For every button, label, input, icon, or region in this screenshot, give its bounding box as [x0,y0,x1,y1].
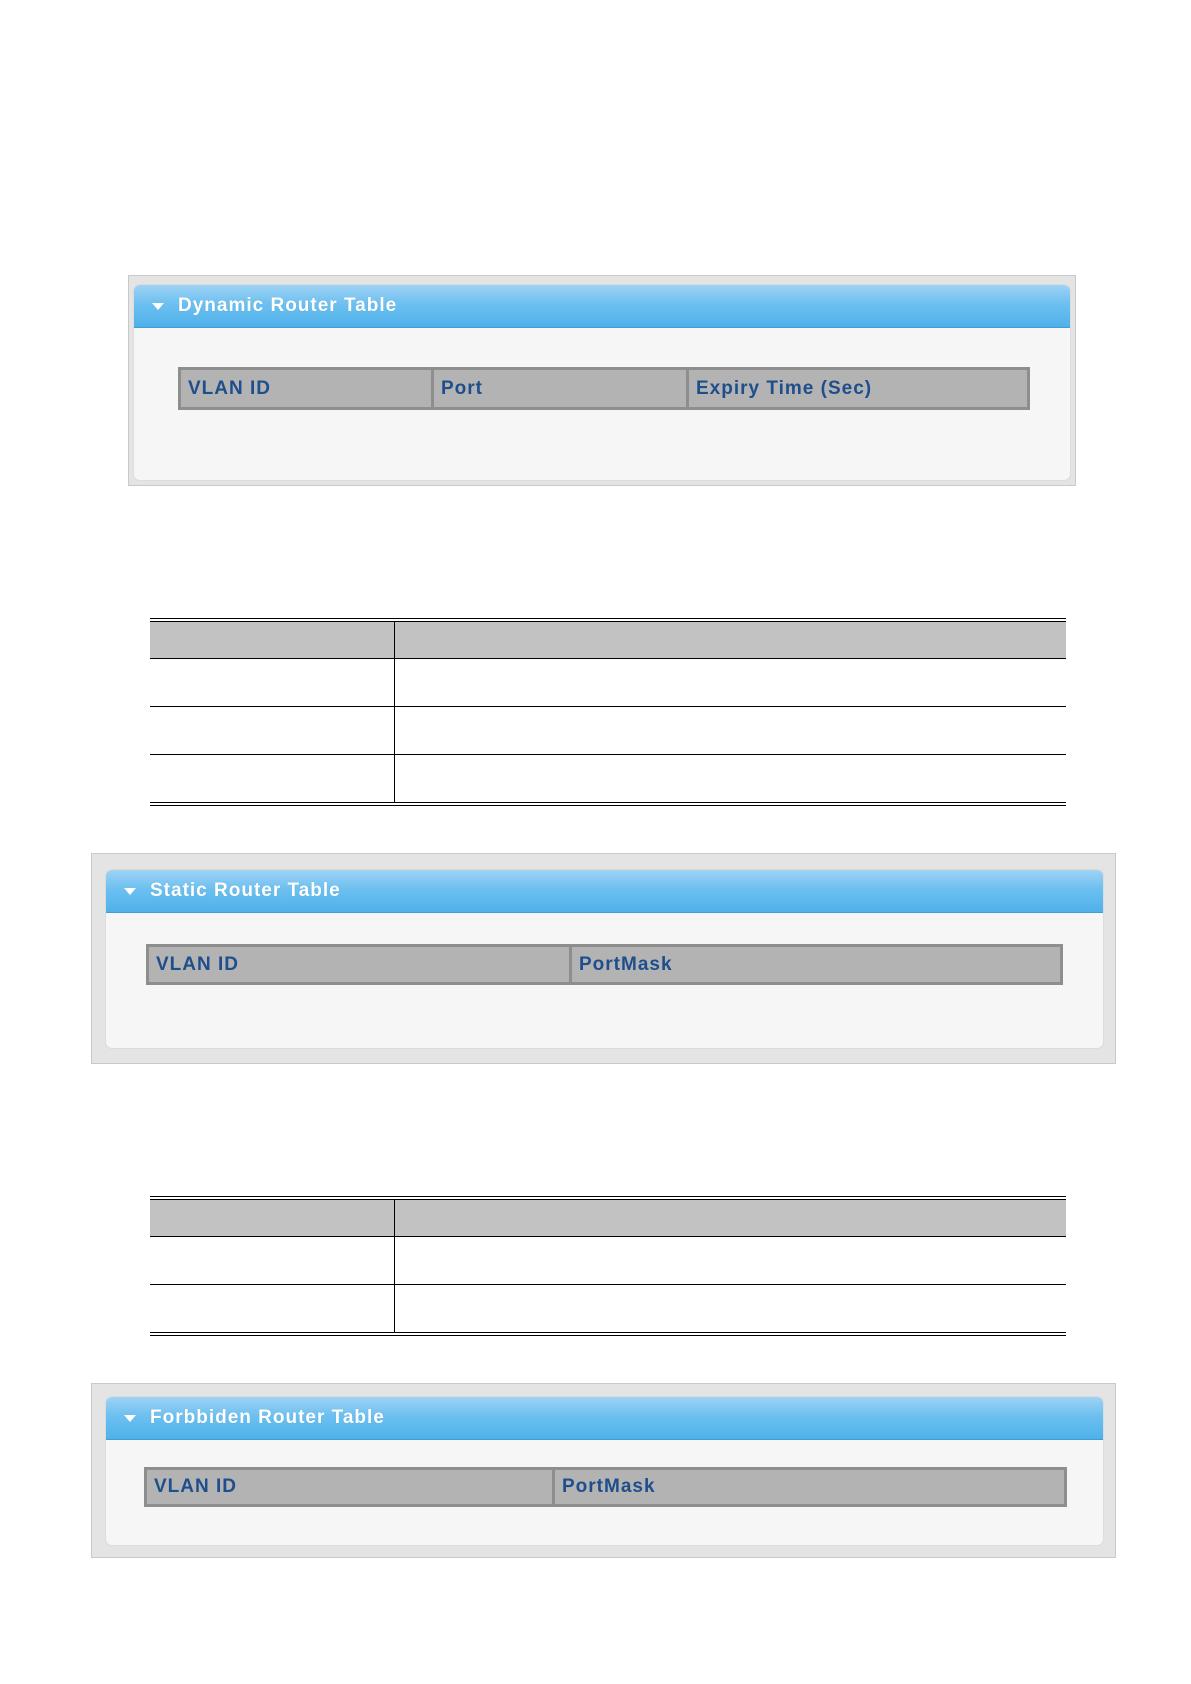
panel-title: Dynamic Router Table [178,295,398,316]
table-cell [395,659,1066,706]
panel-title: Static Router Table [150,880,341,901]
collapse-arrow-icon[interactable] [152,303,164,310]
header-cell [150,1200,395,1236]
table-cell [395,1237,1066,1284]
static-router-description-table [150,1196,1066,1336]
table-row [150,1237,1066,1284]
table-cell [395,755,1066,802]
table-cell [395,707,1066,754]
table-row [150,754,1066,802]
static-router-table-screenshot [91,853,1116,1064]
header-cell [150,622,395,658]
static-router-table-header[interactable] [106,870,1103,913]
column-header-vlan-id: VLAN ID [154,1476,237,1497]
table-cell [150,755,395,802]
table-cell [150,659,395,706]
column-header-expiry-time: Expiry Time (Sec) [686,370,1027,407]
collapse-arrow-icon[interactable] [124,1415,136,1422]
forbidden-router-table-header[interactable] [106,1397,1103,1440]
static-router-table-panel [105,869,1104,1049]
column-header-vlan-id: VLAN ID [188,377,271,399]
dynamic-router-table-header[interactable] [134,285,1070,328]
dynamic-router-description-table [150,618,1066,806]
dynamic-router-table-panel [133,284,1071,481]
table-header-row [150,1200,1066,1237]
column-header-vlan-id: VLAN ID [156,953,239,975]
table-row [150,706,1066,754]
dynamic-router-table-grid [178,367,1030,410]
panel-title: Forbbiden Router Table [150,1407,385,1428]
column-header-port: Port [431,370,686,407]
forbidden-router-table-grid [144,1467,1067,1507]
collapse-arrow-icon[interactable] [124,888,136,895]
header-cell [395,622,1066,658]
table-cell [150,1285,395,1332]
static-router-table-grid [146,944,1063,985]
forbidden-router-table-screenshot [91,1383,1116,1558]
table-row [150,1284,1066,1332]
table-cell [150,707,395,754]
table-cell [150,1237,395,1284]
dynamic-router-table-screenshot [128,275,1076,486]
table-header-row [150,622,1066,659]
forbidden-router-table-panel [105,1396,1104,1546]
table-row [150,659,1066,706]
column-header-portmask: PortMask [552,1470,1064,1504]
table-cell [395,1285,1066,1332]
header-cell [395,1200,1066,1236]
column-header-portmask: PortMask [569,947,1060,982]
